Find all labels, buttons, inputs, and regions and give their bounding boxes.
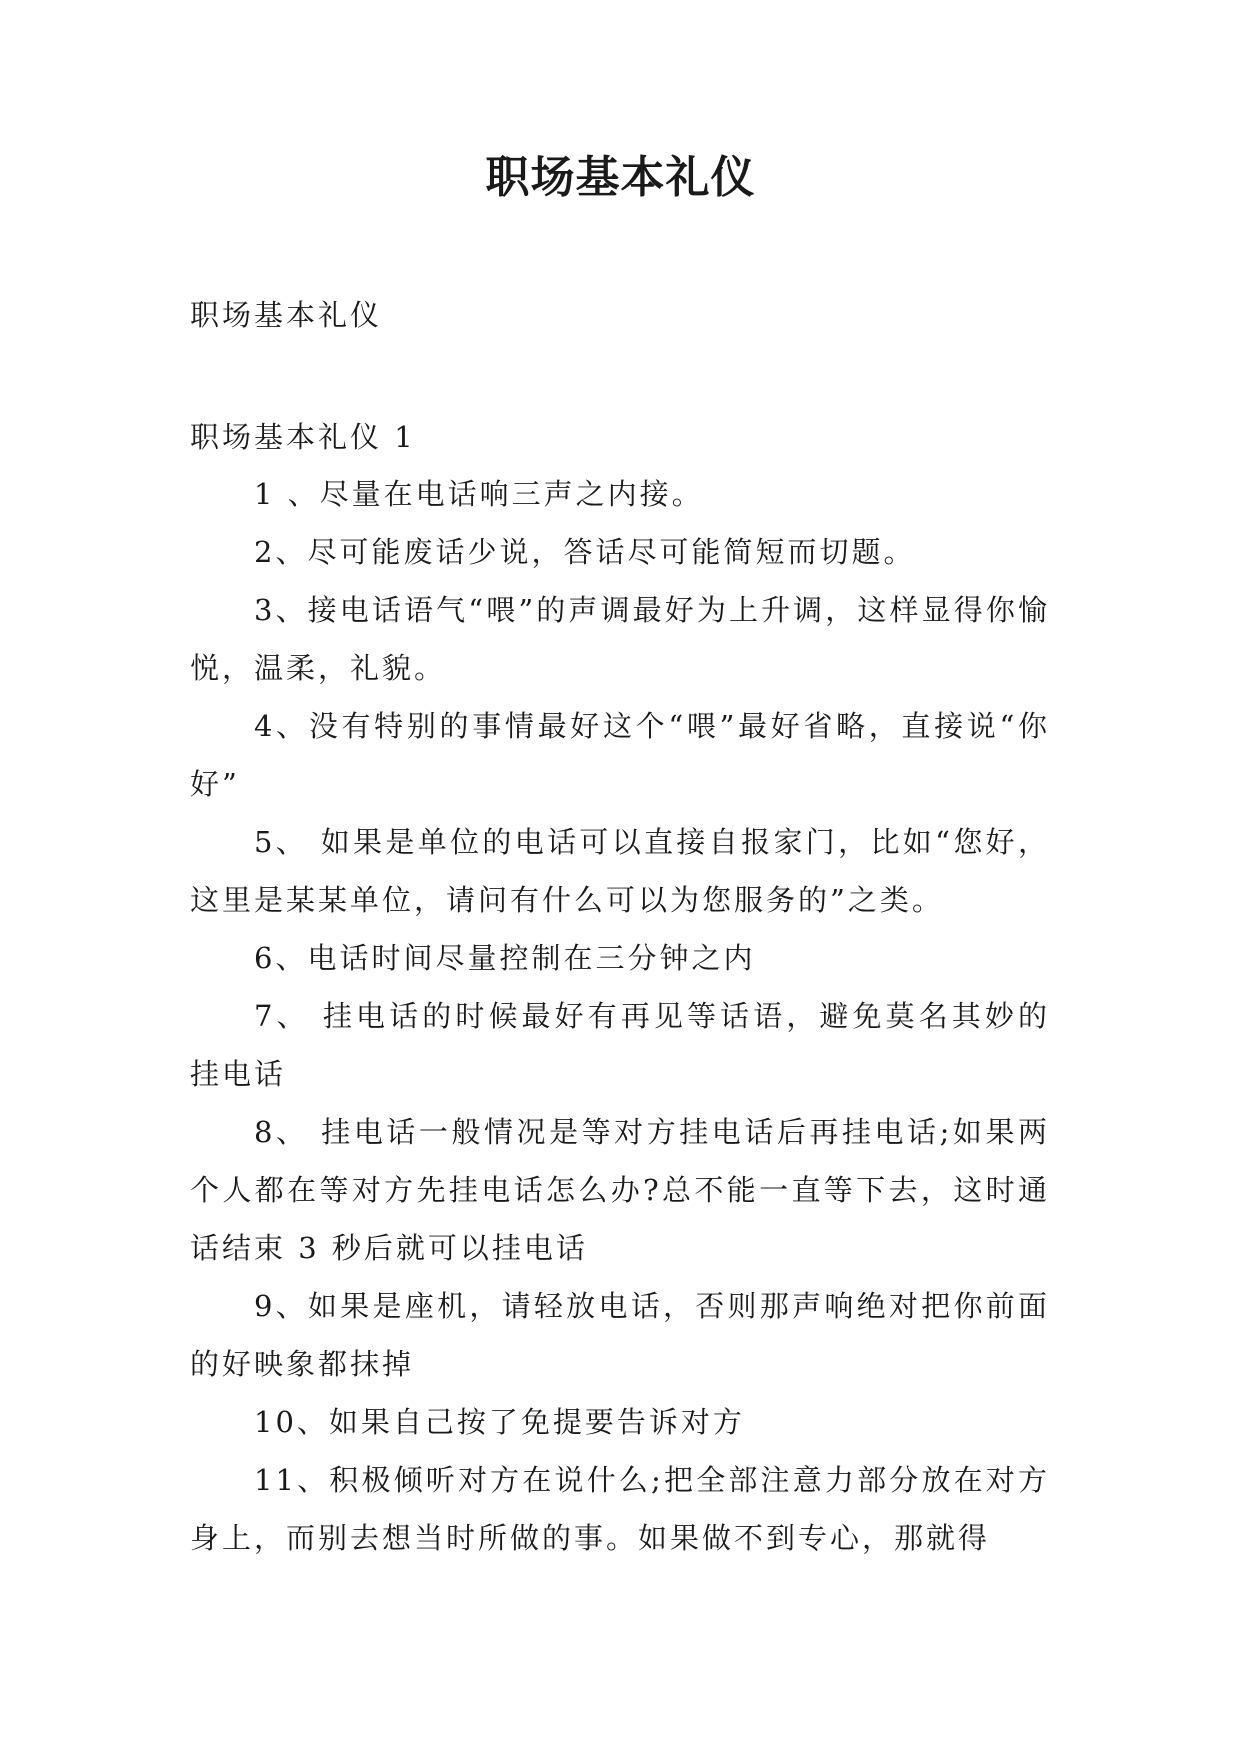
list-item: 4、没有特别的事情最好这个“喂”最好省略，直接说“你好” xyxy=(190,709,1050,801)
etiquette-list xyxy=(190,465,1050,1567)
list-item: 10、如果自己按了免提要告诉对方 xyxy=(254,1405,745,1439)
list-item: 5、 如果是单位的电话可以直接自报家门，比如“您好，这里是某某单位，请问有什么可以为您服务的”之类。 xyxy=(190,825,1050,917)
section-heading: 职场基本礼仪 1 xyxy=(190,420,416,454)
list-item: 1 、尽量在电话响三声之内接。 xyxy=(254,477,704,511)
document-subtitle: 职场基本礼仪 xyxy=(190,298,383,332)
list-item: 2、尽可能废话少说，答话尽可能简短而切题。 xyxy=(254,535,916,569)
list-item: 3、接电话语气“喂”的声调最好为上升调，这样显得你愉悦，温柔，礼貌。 xyxy=(190,593,1050,685)
document-title: 职场基本礼仪 xyxy=(485,152,756,203)
list-item: 6、电话时间尽量控制在三分钟之内 xyxy=(254,941,756,975)
list-item: 11、积极倾听对方在说什么;把全部注意力部分放在对方身上，而别去想当时所做的事。如果做不到专心，那就得 xyxy=(190,1463,1050,1555)
list-item: 8、 挂电话一般情况是等对方挂电话后再挂电话;如果两个人都在等对方先挂电话怎么办?总不能一直等下去，这时通话结束 3 秒后就可以挂电话 xyxy=(190,1115,1050,1265)
list-item: 7、 挂电话的时候最好有再见等话语，避免莫名其妙的挂电话 xyxy=(190,999,1050,1091)
list-item: 9、如果是座机，请轻放电话，否则那声响绝对把你前面的好映象都抹掉 xyxy=(190,1289,1050,1381)
